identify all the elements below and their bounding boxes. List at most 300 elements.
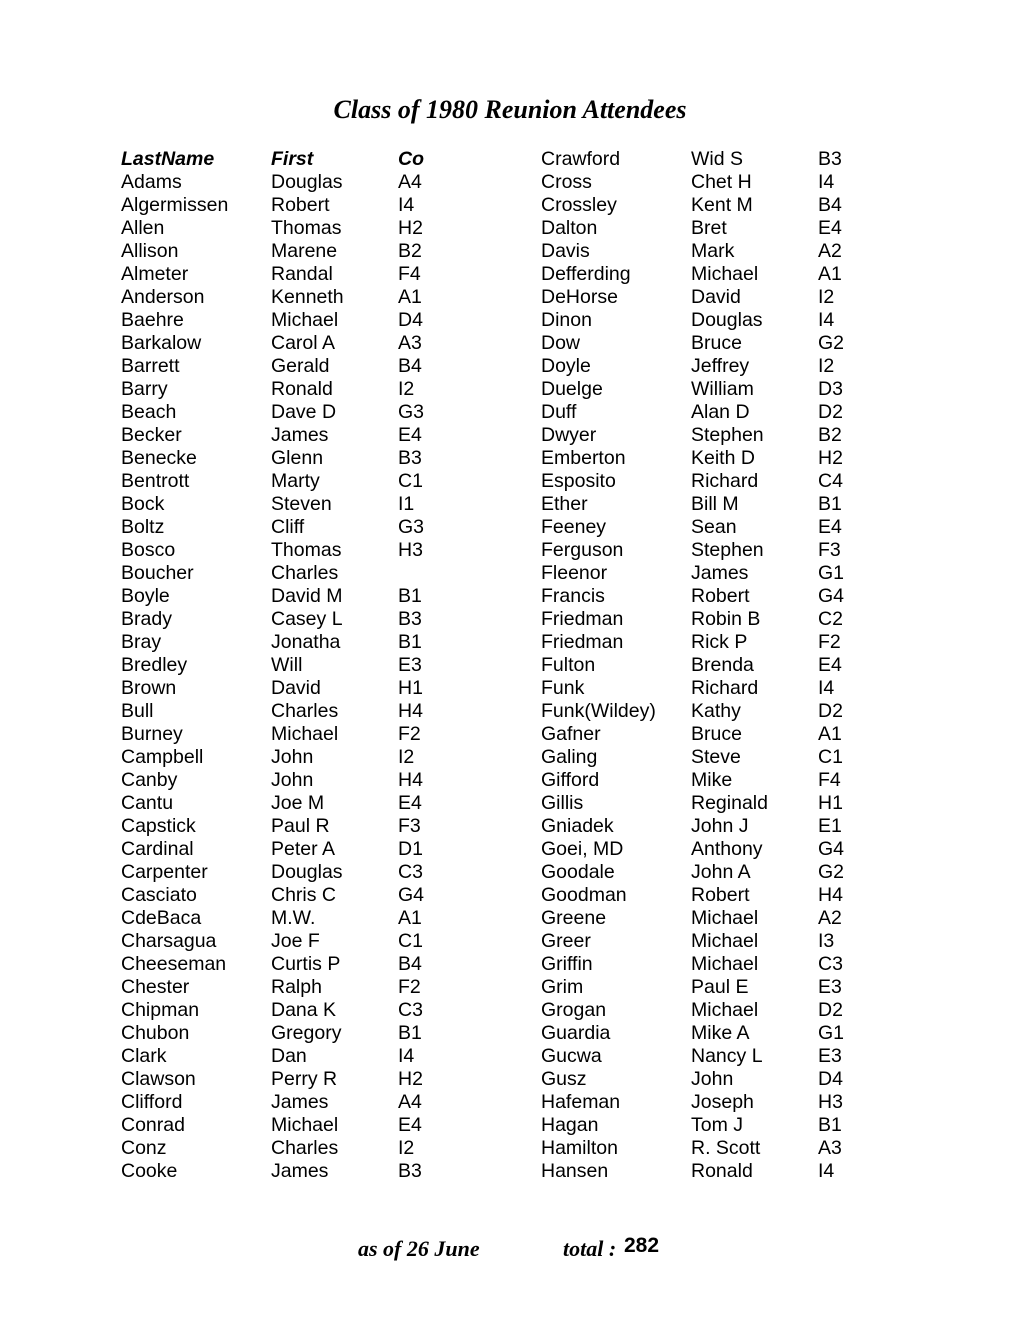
first-name: Michael <box>271 1114 339 1136</box>
first-name: Rick P <box>691 631 748 653</box>
last-name: Duff <box>541 401 577 423</box>
company-code: A4 <box>398 1091 422 1113</box>
company-code: I4 <box>398 1045 415 1067</box>
first-name: Curtis P <box>271 953 341 975</box>
company-code: E4 <box>818 516 842 538</box>
first-name: John <box>271 769 314 791</box>
first-name: Stephen <box>691 424 764 446</box>
company-code: A2 <box>818 907 842 929</box>
first-name: David M <box>271 585 343 607</box>
attendee-row <box>541 792 844 815</box>
first-name: Glenn <box>271 447 324 469</box>
company-code: H1 <box>398 677 423 699</box>
attendee-row <box>541 332 844 355</box>
company-code: C3 <box>398 999 423 1021</box>
company-code: D2 <box>818 401 843 423</box>
first-name: Douglas <box>271 861 343 883</box>
first-name: Joe M <box>271 792 325 814</box>
first-name: Michael <box>691 907 759 929</box>
last-name: Guardia <box>541 1022 611 1044</box>
company-code: H2 <box>398 1068 423 1090</box>
attendee-row <box>121 838 424 861</box>
attendee-row <box>541 309 844 332</box>
attendee-row <box>541 171 844 194</box>
first-name: James <box>271 1160 329 1182</box>
company-code: E4 <box>818 654 842 676</box>
first-name: Wid S <box>691 148 744 170</box>
last-name: Boucher <box>121 562 194 584</box>
attendee-row <box>121 1137 424 1160</box>
last-name: Hamilton <box>541 1137 618 1159</box>
first-name: Brenda <box>691 654 754 676</box>
company-code: E3 <box>818 976 842 998</box>
last-name: Griffin <box>541 953 593 975</box>
company-code: G4 <box>398 884 425 906</box>
last-name: Brady <box>121 608 172 630</box>
attendee-row <box>121 884 424 907</box>
attendee-row <box>541 907 844 930</box>
first-name: Steven <box>271 493 332 515</box>
first-name: Anthony <box>691 838 763 860</box>
attendee-row <box>541 746 844 769</box>
first-name: Keith D <box>691 447 755 469</box>
attendee-row <box>121 723 424 746</box>
first-name: Joseph <box>691 1091 754 1113</box>
first-name: Richard <box>691 677 759 699</box>
last-name: Dinon <box>541 309 592 331</box>
footer <box>0 1234 1020 1264</box>
company-code: I2 <box>398 378 415 400</box>
attendee-row <box>121 309 424 332</box>
first-name: Carol A <box>271 332 335 354</box>
company-code: E3 <box>398 654 422 676</box>
attendee-row <box>121 562 424 585</box>
page-title: Class of 1980 Reunion Attendees <box>333 95 687 124</box>
attendee-row <box>121 608 424 631</box>
first-name: Mike <box>691 769 733 791</box>
last-name: Becker <box>121 424 182 446</box>
company-code: B1 <box>398 1022 422 1044</box>
attendee-row <box>121 1160 424 1183</box>
first-name: Steve <box>691 746 741 768</box>
first-name: Chet H <box>691 171 752 193</box>
last-name: Gucwa <box>541 1045 602 1067</box>
first-name: Will <box>271 654 303 676</box>
company-code: G4 <box>818 838 845 860</box>
header-lastname: LastName <box>121 148 215 170</box>
first-name: James <box>271 1091 329 1113</box>
attendee-list-left <box>121 148 424 1183</box>
first-name: Robert <box>691 884 750 906</box>
attendee-row <box>121 1022 424 1045</box>
first-name: Marene <box>271 240 338 262</box>
first-name: Ralph <box>271 976 322 998</box>
last-name: Gillis <box>541 792 584 814</box>
company-code: G3 <box>398 516 425 538</box>
last-name: Crawford <box>541 148 621 170</box>
company-code: H2 <box>398 217 423 239</box>
last-name: Campbell <box>121 746 204 768</box>
attendee-row <box>541 539 844 562</box>
first-name: Stephen <box>691 539 764 561</box>
attendee-row <box>121 378 424 401</box>
attendee-row <box>121 217 424 240</box>
last-name: Ferguson <box>541 539 624 561</box>
first-name: Gerald <box>271 355 330 377</box>
last-name: Feeney <box>541 516 607 538</box>
attendee-row <box>121 516 424 539</box>
first-name: John A <box>691 861 751 883</box>
company-code: B4 <box>818 194 842 216</box>
last-name: Cross <box>541 171 592 193</box>
company-code: I2 <box>818 286 835 308</box>
last-name: Conrad <box>121 1114 185 1136</box>
attendee-row <box>541 286 844 309</box>
last-name: Funk(Wildey) <box>541 700 656 722</box>
last-name: Grim <box>541 976 584 998</box>
company-code: C3 <box>818 953 843 975</box>
last-name: Almeter <box>121 263 189 285</box>
attendee-row <box>121 907 424 930</box>
company-code: B1 <box>818 1114 842 1136</box>
last-name: Chipman <box>121 999 200 1021</box>
company-code: F3 <box>398 815 421 837</box>
company-code: A4 <box>398 171 422 193</box>
attendee-row <box>121 401 424 424</box>
company-code: D2 <box>818 700 843 722</box>
company-code: F2 <box>398 976 421 998</box>
last-name: Funk <box>541 677 585 699</box>
attendee-row <box>541 631 844 654</box>
last-name: Grogan <box>541 999 607 1021</box>
company-code: B1 <box>398 631 422 653</box>
first-name: Jonatha <box>271 631 341 653</box>
attendee-row <box>541 493 844 516</box>
last-name: Baehre <box>121 309 184 331</box>
first-name: Bill M <box>691 493 739 515</box>
first-name: John J <box>691 815 749 837</box>
company-code: B2 <box>818 424 842 446</box>
company-code: I4 <box>818 171 835 193</box>
first-name: James <box>271 424 329 446</box>
first-name: Charles <box>271 562 339 584</box>
last-name: Burney <box>121 723 183 745</box>
last-name: Allison <box>121 240 179 262</box>
company-code: D3 <box>818 378 843 400</box>
first-name: Charles <box>271 700 339 722</box>
last-name: Clark <box>121 1045 167 1067</box>
attendee-row <box>121 1068 424 1091</box>
attendee-row <box>541 378 844 401</box>
company-code: A1 <box>818 263 842 285</box>
company-code: A1 <box>818 723 842 745</box>
first-name: Marty <box>271 470 320 492</box>
first-name: Paul R <box>271 815 330 837</box>
first-name: John <box>691 1068 734 1090</box>
attendee-row <box>121 263 424 286</box>
company-code: B3 <box>818 148 842 170</box>
last-name: Bock <box>121 493 165 515</box>
last-name: Emberton <box>541 447 626 469</box>
attendee-row <box>541 355 844 378</box>
company-code: B1 <box>818 493 842 515</box>
attendee-row <box>541 700 844 723</box>
last-name: Clifford <box>121 1091 183 1113</box>
last-name: Ether <box>541 493 588 515</box>
attendee-row <box>121 424 424 447</box>
first-name: Bret <box>691 217 727 239</box>
attendee-row <box>541 1137 844 1160</box>
last-name: Bredley <box>121 654 188 676</box>
last-name: Bull <box>121 700 154 722</box>
last-name: Bosco <box>121 539 176 561</box>
last-name: Brown <box>121 677 177 699</box>
first-name: Casey L <box>271 608 343 630</box>
attendee-row <box>121 1114 424 1137</box>
attendee-row <box>541 723 844 746</box>
attendee-row <box>121 769 424 792</box>
first-name: Mike A <box>691 1022 750 1044</box>
first-name: Chris C <box>271 884 337 906</box>
first-name: Michael <box>271 723 339 745</box>
attendee-row <box>121 355 424 378</box>
first-name: Cliff <box>271 516 305 538</box>
company-code: D4 <box>818 1068 843 1090</box>
first-name: Kenneth <box>271 286 344 308</box>
first-name: Robin B <box>691 608 761 630</box>
last-name: Gniadek <box>541 815 614 837</box>
company-code: B2 <box>398 240 422 262</box>
attendee-row <box>541 884 844 907</box>
first-name: David <box>691 286 741 308</box>
company-code: E4 <box>398 1114 422 1136</box>
last-name: Galing <box>541 746 598 768</box>
attendee-row <box>541 838 844 861</box>
company-code: C4 <box>818 470 843 492</box>
company-code: G4 <box>818 585 845 607</box>
attendee-list-right <box>541 148 844 1183</box>
last-name: Anderson <box>121 286 205 308</box>
attendee-row <box>121 700 424 723</box>
first-name: Richard <box>691 470 759 492</box>
company-code: H4 <box>398 769 423 791</box>
last-name: Cantu <box>121 792 174 814</box>
first-name: Michael <box>691 999 759 1021</box>
attendee-row <box>541 769 844 792</box>
first-name: Joe F <box>271 930 320 952</box>
company-code: A2 <box>818 240 842 262</box>
first-name: Robert <box>271 194 330 216</box>
first-name: M.W. <box>271 907 316 929</box>
attendee-row <box>541 516 844 539</box>
company-code: H3 <box>398 539 423 561</box>
last-name: Hagan <box>541 1114 599 1136</box>
last-name: Carpenter <box>121 861 208 883</box>
first-name: Perry R <box>271 1068 338 1090</box>
attendee-row <box>541 1022 844 1045</box>
last-name: Goodale <box>541 861 615 883</box>
total-value: 282 <box>624 1234 660 1257</box>
company-code: H2 <box>818 447 843 469</box>
attendee-row <box>121 171 424 194</box>
attendee-row <box>541 930 844 953</box>
first-name: Michael <box>691 953 759 975</box>
last-name: Gafner <box>541 723 601 745</box>
attendee-row <box>121 792 424 815</box>
company-code: D2 <box>818 999 843 1021</box>
first-name: Douglas <box>691 309 763 331</box>
first-name: Bruce <box>691 332 742 354</box>
last-name: Chubon <box>121 1022 190 1044</box>
as-of-date: as of 26 June <box>358 1236 480 1261</box>
last-name: Cooke <box>121 1160 178 1182</box>
company-code: A3 <box>398 332 422 354</box>
attendee-row <box>121 470 424 493</box>
last-name: Adams <box>121 171 182 193</box>
last-name: Dalton <box>541 217 598 239</box>
last-name: Capstick <box>121 815 196 837</box>
last-name: Casciato <box>121 884 197 906</box>
company-code: F3 <box>818 539 841 561</box>
company-code: B4 <box>398 355 422 377</box>
attendee-row <box>541 654 844 677</box>
company-code: H4 <box>398 700 423 722</box>
first-name: Ronald <box>691 1160 753 1182</box>
company-code: I4 <box>818 1160 835 1182</box>
last-name: Boyle <box>121 585 170 607</box>
attendee-row <box>541 999 844 1022</box>
last-name: Davis <box>541 240 590 262</box>
first-name: Bruce <box>691 723 742 745</box>
header-co: Co <box>398 148 424 170</box>
first-name: Peter A <box>271 838 335 860</box>
last-name: Allen <box>121 217 165 239</box>
attendee-row <box>121 240 424 263</box>
last-name: Conz <box>121 1137 167 1159</box>
company-code: I4 <box>398 194 415 216</box>
first-name: Mark <box>691 240 735 262</box>
attendee-row <box>121 1045 424 1068</box>
company-code: I3 <box>818 930 835 952</box>
last-name: Algermissen <box>121 194 229 216</box>
attendee-row <box>121 999 424 1022</box>
last-name: Friedman <box>541 608 624 630</box>
first-name: Tom J <box>691 1114 744 1136</box>
attendee-row <box>541 240 844 263</box>
first-name: Thomas <box>271 539 342 561</box>
last-name: Francis <box>541 585 605 607</box>
last-name: DeHorse <box>541 286 618 308</box>
attendee-row <box>541 447 844 470</box>
attendee-row <box>121 493 424 516</box>
first-name: John <box>271 746 314 768</box>
attendee-row <box>121 930 424 953</box>
company-code: C1 <box>818 746 843 768</box>
last-name: Fleenor <box>541 562 608 584</box>
last-name: Bentrott <box>121 470 190 492</box>
company-code: H4 <box>818 884 843 906</box>
last-name: Doyle <box>541 355 591 377</box>
attendee-row <box>541 815 844 838</box>
attendee-row <box>541 1091 844 1114</box>
last-name: Boltz <box>121 516 165 538</box>
company-code: D1 <box>398 838 423 860</box>
company-code: C2 <box>818 608 843 630</box>
company-code: B1 <box>398 585 422 607</box>
first-name: Dana K <box>271 999 337 1021</box>
last-name: Clawson <box>121 1068 196 1090</box>
company-code: E3 <box>818 1045 842 1067</box>
attendee-row <box>541 1045 844 1068</box>
first-name: Michael <box>271 309 339 331</box>
last-name: Goei, MD <box>541 838 624 860</box>
attendee-row <box>121 677 424 700</box>
company-code: G1 <box>818 562 845 584</box>
company-code: H1 <box>818 792 843 814</box>
company-code: I1 <box>398 493 415 515</box>
attendee-row <box>121 1091 424 1114</box>
attendee-row <box>121 631 424 654</box>
company-code: A3 <box>818 1137 842 1159</box>
company-code: E4 <box>398 424 422 446</box>
company-code: D4 <box>398 309 423 331</box>
last-name: Gifford <box>541 769 600 791</box>
company-code: I4 <box>818 677 835 699</box>
last-name: Greer <box>541 930 591 952</box>
attendee-row <box>121 447 424 470</box>
attendee-row <box>541 562 844 585</box>
attendee-row <box>121 332 424 355</box>
first-name: Jeffrey <box>691 355 750 377</box>
attendee-row <box>541 976 844 999</box>
company-code: F4 <box>818 769 841 791</box>
last-name: CdeBaca <box>121 907 202 929</box>
first-name: Thomas <box>271 217 342 239</box>
attendee-row <box>541 470 844 493</box>
last-name: Hafeman <box>541 1091 621 1113</box>
first-name: Robert <box>691 585 750 607</box>
attendee-row <box>541 401 844 424</box>
first-name: Michael <box>691 263 759 285</box>
company-code: F2 <box>398 723 421 745</box>
attendee-row <box>541 1160 844 1183</box>
attendee-row <box>121 585 424 608</box>
attendee-row <box>541 861 844 884</box>
last-name: Cheeseman <box>121 953 227 975</box>
company-code: B3 <box>398 608 422 630</box>
first-name: Kent M <box>691 194 753 216</box>
first-name: Michael <box>691 930 759 952</box>
attendee-row <box>121 746 424 769</box>
attendee-row <box>541 585 844 608</box>
first-name: Kathy <box>691 700 741 722</box>
last-name: Charsagua <box>121 930 217 952</box>
company-code: B3 <box>398 1160 422 1182</box>
last-name: Benecke <box>121 447 197 469</box>
company-code: C1 <box>398 930 423 952</box>
first-name: Reginald <box>691 792 768 814</box>
attendee-row <box>541 263 844 286</box>
attendee-row <box>121 286 424 309</box>
header-first: First <box>271 148 314 170</box>
total-label: total : <box>563 1236 617 1261</box>
first-name: Randal <box>271 263 333 285</box>
company-code: F4 <box>398 263 421 285</box>
last-name: Beach <box>121 401 177 423</box>
last-name: Dwyer <box>541 424 597 446</box>
attendee-row <box>541 677 844 700</box>
first-name: Charles <box>271 1137 339 1159</box>
